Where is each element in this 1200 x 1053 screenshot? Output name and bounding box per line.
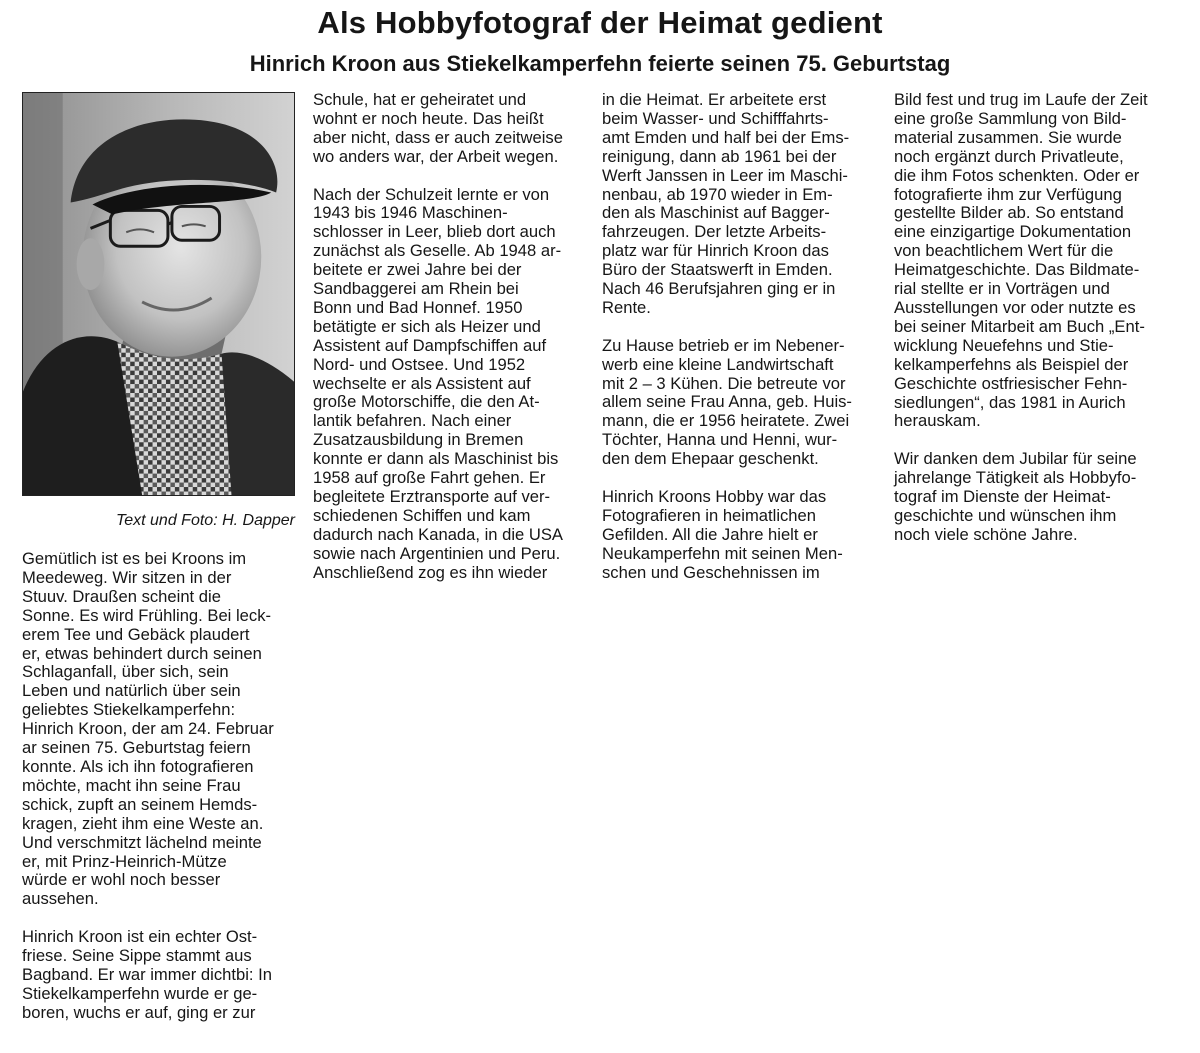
article-subheadline: Hinrich Kroon aus Stiekelkamperfehn feierte seinen 75. Geburtstag bbox=[249, 51, 951, 76]
text-column-2 bbox=[313, 91, 587, 583]
paragraph: Hinrich Kroon ist ein echter Ost- friese. Seine Sippe stammt aus Bagband. Er war immer dichtbi: In Stiekelkamperfehn wurde er ge- boren, wuchs er auf, ging er zur bbox=[22, 927, 272, 1022]
paragraph: Zu Hause betrieb er im Nebener- werb eine kleine Landwirtschaft mit 2 – 3 Kühen. Die betreute vor allem seine Frau Anna, geb. Huis- mann, die er 1956 heiratete. Zwei Töchter, Hanna und Henni, wur- den dem Ehepaar geschenkt. bbox=[602, 335, 852, 469]
paragraph: Schule, hat er geheiratet und wohnt er noch heute. Das heißt aber nicht, dass er auch zeitweise wo anders war, der Arbeit wegen. bbox=[313, 90, 563, 166]
text-column-4 bbox=[894, 91, 1174, 545]
portrait-photo-illustration bbox=[23, 93, 294, 495]
paragraph: Gemütlich ist es bei Kroons im Meedeweg. Wir sitzen in der Stuuv. Draußen scheint die Sonne. Es wird Frühling. Bei leck- erem Tee und Gebäck plaudert er, etwas behindert durch seinen Schlaganfall, über sich, sein Leben und natürlich über sein geliebtes Stiekelkamperfehn: Hinrich Kroon, der am 24. Februar ar seinen 75. Geburtstag feiern konnte. Als ich ihn fotografieren möchte, macht ihn seine Frau schick, zupft an seinem Hemds- kragen, zieht ihm eine Weste an. Und verschmitzt lächelnd meinte er, mit Prinz-Heinrich-Mütze würde er wohl noch besser aussehen. bbox=[22, 549, 274, 909]
article-headline: Als Hobbyfotograf der Heimat gedient bbox=[317, 5, 883, 40]
text-column-3 bbox=[602, 91, 880, 583]
paragraph: in die Heimat. Er arbeitete erst beim Wasser- und Schifffahrts- amt Emden und half bei der Ems- reinigung, dann ab 1961 bei der Werft Janssen in Leer im Maschi- nenbau, ab 1970 wieder in Em- den als Maschinist auf Bagger- fahrzeugen. Der letzte Arbeits- platz war für Hinrich Kroon das Büro der Staatswerft in Emden. Nach 46 Berufsjahren ging er in Rente. bbox=[602, 90, 850, 317]
portrait-photo bbox=[22, 92, 295, 496]
paragraph: Hinrich Kroons Hobby war das Fotografieren in heimatlichen Gefilden. All die Jahre hielt er Neukamperfehn mit seinen Men- schen und Geschehnissen im bbox=[602, 487, 843, 582]
paragraph: Wir danken dem Jubilar für seine jahrelange Tätigkeit als Hobbyfo- tograf im Dienste der Heimat- geschichte und wünschen ihm noch viele schöne Jahre. bbox=[894, 449, 1137, 544]
text-column-1 bbox=[22, 550, 297, 1023]
paragraph: Bild fest und trug im Laufe der Zeit eine große Sammlung von Bild- material zusammen. Sie wurde noch ergänzt durch Privatleute, die ihm Fotos schenkten. Oder er fotografierte ihm zur Verfügung gestellte Bilder ab. So entstand eine einzigartige Dokumentation von beachtlichem Wert für die Heimatgeschichte. Das Bildmate- rial stellte er in Vorträgen und Ausstellungen vor oder nutzte es bei seiner Mitarbeit am Buch „Ent- wicklung Neuefehns und Stie- kelkamperfehns als Beispiel der Geschichte ostfriesischer Fehn- siedlungen“, das 1981 in Aurich herauskam. bbox=[894, 90, 1148, 431]
paragraph: Nach der Schulzeit lernte er von 1943 bis 1946 Maschinen- schlosser in Leer, blieb dort auch zunächst als Geselle. Ab 1948 ar- beitete er zwei Jahre bei der Sandbaggerei am Rhein bei Bonn und Bad Honnef. 1950 betätigte er sich als Heizer und Assistent auf Dampfschiffen auf Nord- und Ostsee. Und 1952 wechselte er als Assistent auf große Motorschiffe, die den At- lantik befahren. Nach einer Zusatzausbildung in Bremen konnte er dann als Maschinist bis 1958 auf große Fahrt gehen. Er begleitete Erztransporte auf ver- schiedenen Schiffen und kam dadurch nach Kanada, in die USA sowie nach Argentinien und Peru. Anschließend zog es ihn wieder bbox=[313, 184, 564, 582]
photo-caption: Text und Foto: H. Dapper bbox=[115, 512, 295, 529]
